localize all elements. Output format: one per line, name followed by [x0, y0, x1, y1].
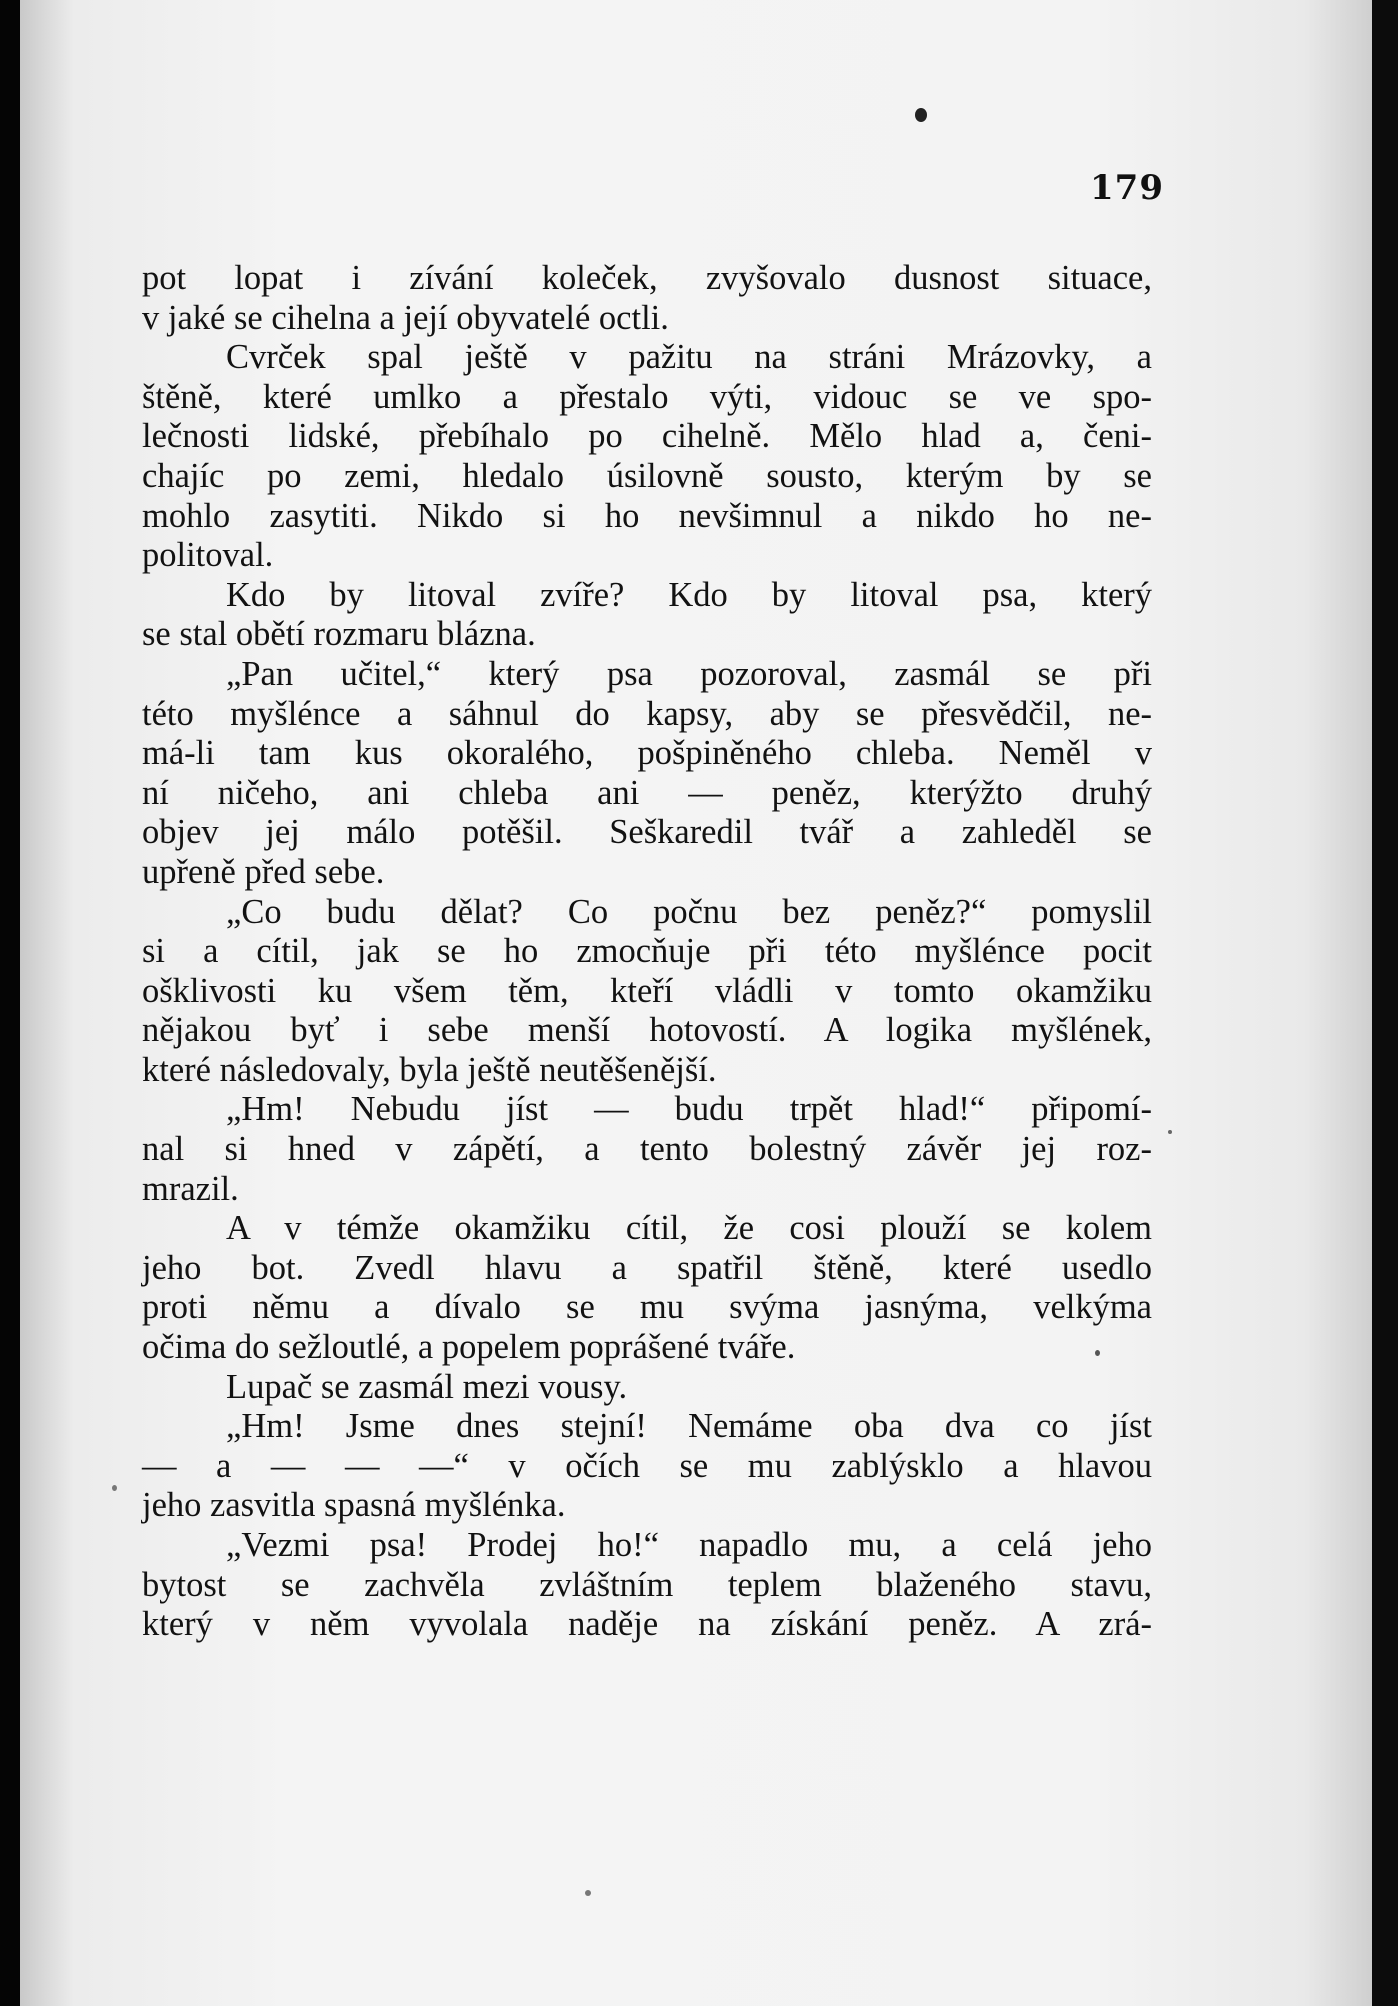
ink-speck: [585, 1890, 591, 1896]
text-line: ní ničeho, ani chleba ani — peněz, kterýžto druhý: [142, 773, 1152, 812]
text-line: Lupač se zasmál mezi vousy.: [226, 1367, 628, 1406]
text-line: mohlo zasytiti. Nikdo si ho nevšimnul a nikdo ho ne-: [142, 496, 1152, 535]
ink-speck: [112, 1485, 117, 1491]
text-line: proti němu a dívalo se mu svýma jasnýma, velkýma: [142, 1288, 1152, 1327]
text-line: pot lopat i zívání koleček, zvyšovalo dusnost situace,: [142, 259, 1152, 297]
page-number: 179: [1090, 168, 1164, 208]
text-line: se stal obětí rozmaru blázna.: [142, 615, 536, 654]
text-line: jeho zasvitla spasná myšlénka.: [142, 1486, 566, 1525]
ink-speck: [1168, 1130, 1172, 1134]
scan-left-border: [0, 0, 20, 2006]
text-line: politoval.: [142, 536, 274, 575]
text-line: objev jej málo potěšil. Seškaredil tvář a zahleděl se: [142, 813, 1152, 852]
text-line: „Hm! Nebudu jíst — budu trpět hlad!“ připomí-: [226, 1090, 1152, 1129]
text-line: ošklivosti ku všem těm, kteří vládli v tomto okamžiku: [142, 971, 1152, 1010]
text-line: „Co budu dělat? Co počnu bez peněz?“ pomyslil: [226, 892, 1152, 931]
text-line: které následovaly, byla ještě neutěšenější.: [142, 1050, 717, 1089]
text-line: „Vezmi psa! Prodej ho!“ napadlo mu, a celá jeho: [226, 1526, 1152, 1564]
ink-speck: [915, 108, 927, 122]
text-line: Cvrček spal ještě v pažitu na stráni Mrázovky, a: [226, 338, 1152, 377]
text-line: A v témže okamžiku cítil, že cosi plouží se kolem: [226, 1209, 1152, 1248]
text-line: v jaké se cihelna a její obyvatelé octli.: [142, 298, 669, 337]
text-line: lečnosti lidské, přebíhalo po cihelně. Mělo hlad a, čeni-: [142, 417, 1152, 456]
text-line: má-li tam kus okoralého, pošpiněného chleba. Neměl v: [142, 734, 1152, 773]
text-line: „Hm! Jsme dnes stejní! Nemáme oba dva co jíst: [226, 1407, 1152, 1446]
page-body-text: [142, 259, 1152, 1645]
text-line: „Pan učitel,“ který psa pozoroval, zasmál se při: [226, 654, 1152, 693]
text-line: nějakou byť i sebe menší hotovostí. A logika myšlének,: [142, 1011, 1152, 1050]
text-line: který v něm vyvolala naděje na získání peněz. A zrá-: [142, 1605, 1152, 1644]
text-line: mrazil.: [142, 1169, 239, 1208]
text-line: této myšlénce a sáhnul do kapsy, aby se přesvědčil, ne-: [142, 694, 1152, 733]
text-line: — a — — —“ v očích se mu zablýsklo a hlavou: [142, 1446, 1152, 1485]
scan-right-border: [1372, 0, 1398, 2006]
text-line: chajíc po zemi, hledalo úsilovně sousto, kterým by se: [142, 456, 1152, 495]
text-line: jeho bot. Zvedl hlavu a spatřil štěně, které usedlo: [142, 1248, 1152, 1287]
text-line: očima do sežloutlé, a popelem poprášené tváře.: [142, 1328, 796, 1367]
text-line: upřeně před sebe.: [142, 852, 385, 891]
text-line: štěně, které umlko a přestalo výti, vidouc se ve spo-: [142, 377, 1152, 416]
text-line: si a cítil, jak se ho zmocňuje při této myšlénce pocit: [142, 932, 1152, 971]
text-line: nal si hned v zápětí, a tento bolestný závěr jej roz-: [142, 1130, 1152, 1169]
text-line: Kdo by litoval zvíře? Kdo by litoval psa, který: [226, 575, 1152, 614]
text-line: bytost se zachvěla zvláštním teplem blaženého stavu,: [142, 1565, 1152, 1604]
